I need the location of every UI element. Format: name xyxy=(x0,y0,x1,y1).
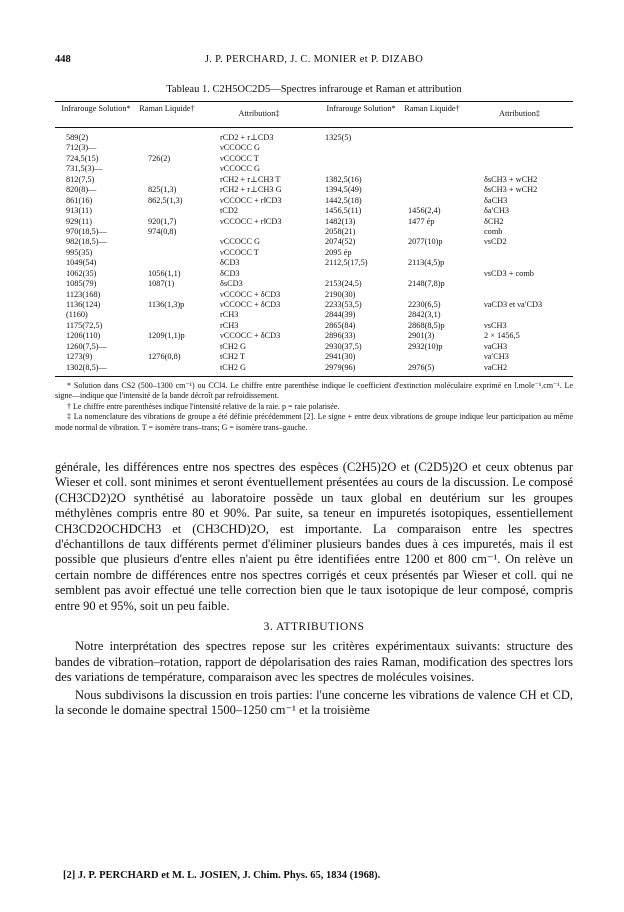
table-cell: 2896(33) xyxy=(325,331,356,341)
table-top-rule xyxy=(55,101,573,102)
table-cell: 1175(72,5) xyxy=(66,320,103,330)
table-column-attribution xyxy=(220,133,282,373)
table-cell xyxy=(408,175,445,185)
table-cell xyxy=(325,143,368,153)
paragraph-subdivision: Nous subdivisons la discussion en trois parties: l'une concerne les vibrations de valence CH et CD, la seconde le domaine spectral 1500–1250 cm⁻¹ et la troisième xyxy=(55,687,573,718)
table-cell: 1136(124) xyxy=(66,300,101,309)
table-cell: tCH2 G xyxy=(220,362,247,372)
table-cell: 2868(8,5)p xyxy=(408,320,445,330)
table-cell: 1123(168) xyxy=(66,289,101,299)
table-cell: 2230(6,5) xyxy=(408,300,441,309)
table-cell: 970(18,5)— xyxy=(66,226,107,236)
table-cell: 2 × 1456,5 xyxy=(484,331,520,341)
table-cell xyxy=(148,175,185,185)
table-cell xyxy=(148,363,185,373)
table-bottom-rule xyxy=(55,376,573,377)
table-cell: 913(11) xyxy=(66,206,92,216)
running-authors: J. P. PERCHARD, J. C. MONIER et P. DIZABO xyxy=(204,54,424,65)
table-cell: tCD2 xyxy=(220,206,238,216)
table-cell xyxy=(148,143,185,153)
table-cell: 1087(1) xyxy=(148,279,175,289)
table-cell: 1136(1,3)p xyxy=(148,300,185,309)
table-cell: 2233(53,5) xyxy=(325,300,362,309)
table-cell: 1206(110) xyxy=(66,331,101,341)
table-cell: 1085(79) xyxy=(66,279,97,289)
table-cell: (1160) xyxy=(66,310,88,320)
table-cell xyxy=(408,352,445,362)
table-cell: 2112,5(17,5) xyxy=(325,258,368,268)
table-cell: 2113(4,5)p xyxy=(408,258,445,268)
table-cell: 589(2) xyxy=(66,133,89,142)
table-header-ir-solution: Infrarouge Solution* xyxy=(61,104,131,113)
table-cell: νaCH3 xyxy=(484,341,508,351)
table-cell xyxy=(148,237,185,247)
table-cell: νCCOCC + r‖CD3 xyxy=(220,195,282,205)
table-cell xyxy=(484,154,542,164)
table-column-raman-liquid xyxy=(148,133,185,373)
table-cell: 726(2) xyxy=(148,153,171,163)
page-header xyxy=(55,54,573,68)
table-column-ir-solution xyxy=(66,133,107,373)
table-cell: tCH2 T xyxy=(220,352,245,362)
table-cell: νCCOCC + δCD3 xyxy=(220,331,281,341)
table-cell: 712(3)— xyxy=(66,143,97,153)
table-cell: comb xyxy=(484,226,503,236)
table-cell: 1209(1,1)p xyxy=(148,331,185,341)
table-cell: δsCH3 + wCH2 xyxy=(484,174,538,184)
table-cell: δsCD3 xyxy=(220,279,243,289)
table-cell: νCCOCC + δCD3 xyxy=(220,289,281,299)
table-cell: νCCOCC T xyxy=(220,153,259,163)
table-cell: νaCD3 et νa′CD3 xyxy=(484,300,543,309)
table-cell: 2932(10)p xyxy=(408,341,443,351)
table-cell: νCCOCC G xyxy=(220,237,260,247)
table-cell: νsCD3 + comb xyxy=(484,268,534,278)
reference-note: [2] J. P. PERCHARD et M. L. JOSIEN, J. Chim. Phys. 65, 1834 (1968). xyxy=(63,870,381,881)
table-cell xyxy=(148,321,185,331)
table-cell: νCCOCC + δCD3 xyxy=(220,300,281,309)
table-cell xyxy=(220,227,282,237)
table-cell: 2976(5) xyxy=(408,362,435,372)
table-cell xyxy=(484,310,542,320)
table-cell: 2058(21) xyxy=(325,226,356,236)
table-cell: νsCD2 xyxy=(484,237,507,247)
table-cell: 1056(1,1) xyxy=(148,268,181,278)
table-cell: 825(1,3) xyxy=(148,185,177,195)
paragraph-criteria: Notre interprétation des spectres repose sur les critères expérimentaux suivants: structure des bandes de vibration–rotation, rapport de dépolarisation des raies Raman, modification des spectres lors des variations de température, comparaison avec les spectres de molécules voisines. xyxy=(55,639,573,685)
footnote-ir: * Solution dans CS2 (500–1300 cm⁻¹) ou CCl4. Le chiffre entre parenthèse indique le coefficient d'extinction moléculaire exprimé en l.mole⁻¹.cm⁻¹. Le signe—indique que l'intensité de la bande décroît par refroidissement. xyxy=(55,381,573,401)
table-cell: rCH3 xyxy=(220,310,239,320)
section-heading: 3. ATTRIBUTIONS xyxy=(263,621,365,634)
table-cell xyxy=(408,143,445,153)
table-cell: 862,5(1,3) xyxy=(148,195,183,205)
table-cell: 861(16) xyxy=(66,195,93,205)
table-cell: 724,5(15) xyxy=(66,153,99,163)
table-cell: δCD3 xyxy=(220,268,240,278)
table-cell: 1049(54) xyxy=(66,258,97,268)
table-cell xyxy=(484,248,542,258)
table-cell: νa′CH3 xyxy=(484,352,509,362)
table-cell: νCCOCC G xyxy=(220,143,260,153)
paragraph-comparison: générale, les différences entre nos spectres des espèces (C2H5)2O et (C2D5)2O et ceux obtenus par Wieser et coll. sont minimes et seront éventuellement présentées au cours de la discussion. Le composé (CH3CD2)2O synthétisé au laboratoire possède un taux global en deutérium sur les groupes méthylènes compris entre 80 et 90%. Par suite, sa teneur en impuretés isotopiques, essentiellement CH3CD2OCHDCH3 et (CH3CHD)2O, est importante. La comparaison entre les spectres d'échantillons de taux différents permet d'éliminer plusieurs bandes dues à ces impuretés, mais il est possible que plusieurs d'entre elles n'aient pu être identifiées entre 1200 et 800 cm⁻¹. On relève un certain nombre de différences entre nos spectres corrigés et ceux présentés par Wieser et coll. qui ne semblent pas avoir effectué une telle correction bien que le taux isotopique de leur composé, compris entre 90 et 95%, soit un peu faible. xyxy=(55,460,573,613)
table-cell: 929(11) xyxy=(66,216,92,226)
table-header-raman-liquid-2: Raman Liquide† xyxy=(404,104,460,113)
table-cell xyxy=(408,269,445,279)
table-cell: 2865(84) xyxy=(325,320,356,330)
table-cell: 2901(3) xyxy=(408,331,435,341)
table-cell: 2190(30) xyxy=(325,289,356,299)
table-cell xyxy=(148,342,185,352)
table-cell xyxy=(148,133,185,143)
table-cell: 2941(30) xyxy=(325,352,356,362)
table-cell: νaCH2 xyxy=(484,362,508,372)
table-cell: 2979(96) xyxy=(325,362,356,372)
footnote-nomenclature: ‡ La nomenclature des vibrations de groupe a été définie précédemment [2]. Le signe + entre deux vibrations de groupe indique leur participation au même mode normal de vibration. T = isomère trans–trans; G = isomère trans–gauche. xyxy=(55,412,573,432)
table-cell: rCH2 + r⊥CH3 G xyxy=(220,185,282,195)
table-cell xyxy=(408,290,445,300)
table-cell: 820(8)— xyxy=(66,185,97,195)
table-cell xyxy=(325,154,368,164)
table-cell: 2074(52) xyxy=(325,237,356,247)
table-cell xyxy=(484,279,542,289)
table-header-rule xyxy=(55,127,573,128)
table-cell: δCH2 xyxy=(484,216,504,226)
table-cell: 1260(7,5)— xyxy=(66,341,107,351)
table-cell xyxy=(148,310,185,320)
table-cell xyxy=(484,133,542,143)
table-cell: 812(7,5) xyxy=(66,174,95,184)
table-cell: δCD3 xyxy=(220,258,240,268)
table-header-attribution: Attribution‡ xyxy=(238,109,280,118)
table-column-ir-solution-2 xyxy=(325,133,368,373)
table-header-raman-liquid: Raman Liquide† xyxy=(139,104,195,113)
table-cell: rCH2 + r⊥CH3 T xyxy=(220,174,281,184)
table-cell xyxy=(408,185,445,195)
table-cell xyxy=(148,164,185,174)
table-cell xyxy=(484,143,542,153)
table-column-attribution-2 xyxy=(484,133,542,373)
table-cell: rCH3 xyxy=(220,320,239,330)
table-cell: 982(18,5)— xyxy=(66,237,107,247)
table-cell xyxy=(325,269,368,279)
table-cell: rCD2 + r⊥CD3 xyxy=(220,133,274,142)
table-footnotes xyxy=(55,381,573,433)
table-cell xyxy=(148,206,185,216)
table-cell: δaCH3 xyxy=(484,195,508,205)
table-cell xyxy=(148,258,185,268)
table-cell xyxy=(148,248,185,258)
table-cell xyxy=(325,164,368,174)
table-cell xyxy=(408,196,445,206)
table-cell xyxy=(484,290,542,300)
table-cell: δsCH3 + wCH2 xyxy=(484,185,538,195)
page-number: 448 xyxy=(55,54,71,65)
table-cell xyxy=(148,290,185,300)
table-cell: νCCOCC T xyxy=(220,247,259,257)
table-cell: 2930(37,5) xyxy=(325,341,362,351)
table-cell: 1442,5(18) xyxy=(325,195,362,205)
table-cell xyxy=(408,227,445,237)
table-cell: 2077(10)p xyxy=(408,237,443,247)
table-cell: 1062(35) xyxy=(66,268,97,278)
footnote-raman: † Le chiffre entre parenthèses indique l'intensité relative de la raie. p = raie polarisée. xyxy=(67,401,340,411)
table-cell: 2842(3,1) xyxy=(408,310,441,320)
table-column-raman-liquid-2 xyxy=(408,133,445,373)
table-cell: 1394,5(49) xyxy=(325,185,362,195)
table-cell: 1456(2,4) xyxy=(408,206,441,216)
table-cell: 2095 ép xyxy=(325,247,352,257)
table-header-ir-solution-2: Infrarouge Solution* xyxy=(326,104,396,113)
table-header-attribution-2: Attribution‡ xyxy=(498,109,541,118)
table-cell xyxy=(484,258,542,268)
table-cell: νCCOCC + r‖CD3 xyxy=(220,216,282,226)
table-cell: δa′CH3 xyxy=(484,206,510,216)
table-cell: 731,5(3)— xyxy=(66,164,103,174)
table-cell xyxy=(408,164,445,174)
table-cell: 1482(13) xyxy=(325,216,356,226)
table-cell: 995(35) xyxy=(66,247,93,257)
table-cell xyxy=(408,154,445,164)
table-cell: 2844(39) xyxy=(325,310,356,320)
body-text xyxy=(55,460,573,719)
table-cell xyxy=(408,133,445,143)
table-cell: 920(1,7) xyxy=(148,216,177,226)
table-cell: 974(0,8) xyxy=(148,226,177,236)
table-cell: 1302(8,5)— xyxy=(66,362,107,372)
table-cell: 2148(7,8)p xyxy=(408,279,445,289)
table-cell: 1382,5(16) xyxy=(325,174,362,184)
table-cell: 1325(5) xyxy=(325,133,352,142)
table-cell: 1456,5(11) xyxy=(325,206,362,216)
table-cell: 2153(24,5) xyxy=(325,279,362,289)
table-cell xyxy=(484,164,542,174)
table-cell: tCH2 G xyxy=(220,341,247,351)
table-cell: 1477 ép xyxy=(408,216,435,226)
table-caption: Tableau 1. C2H5OC2D5—Spectres infrarouge et Raman et attribution xyxy=(166,84,462,95)
table-cell xyxy=(408,248,445,258)
table-cell: νCCOCC G xyxy=(220,164,260,174)
table-cell: 1276(0,8) xyxy=(148,352,181,362)
table-cell: νsCH3 xyxy=(484,320,507,330)
table-cell: 1273(9) xyxy=(66,352,93,362)
